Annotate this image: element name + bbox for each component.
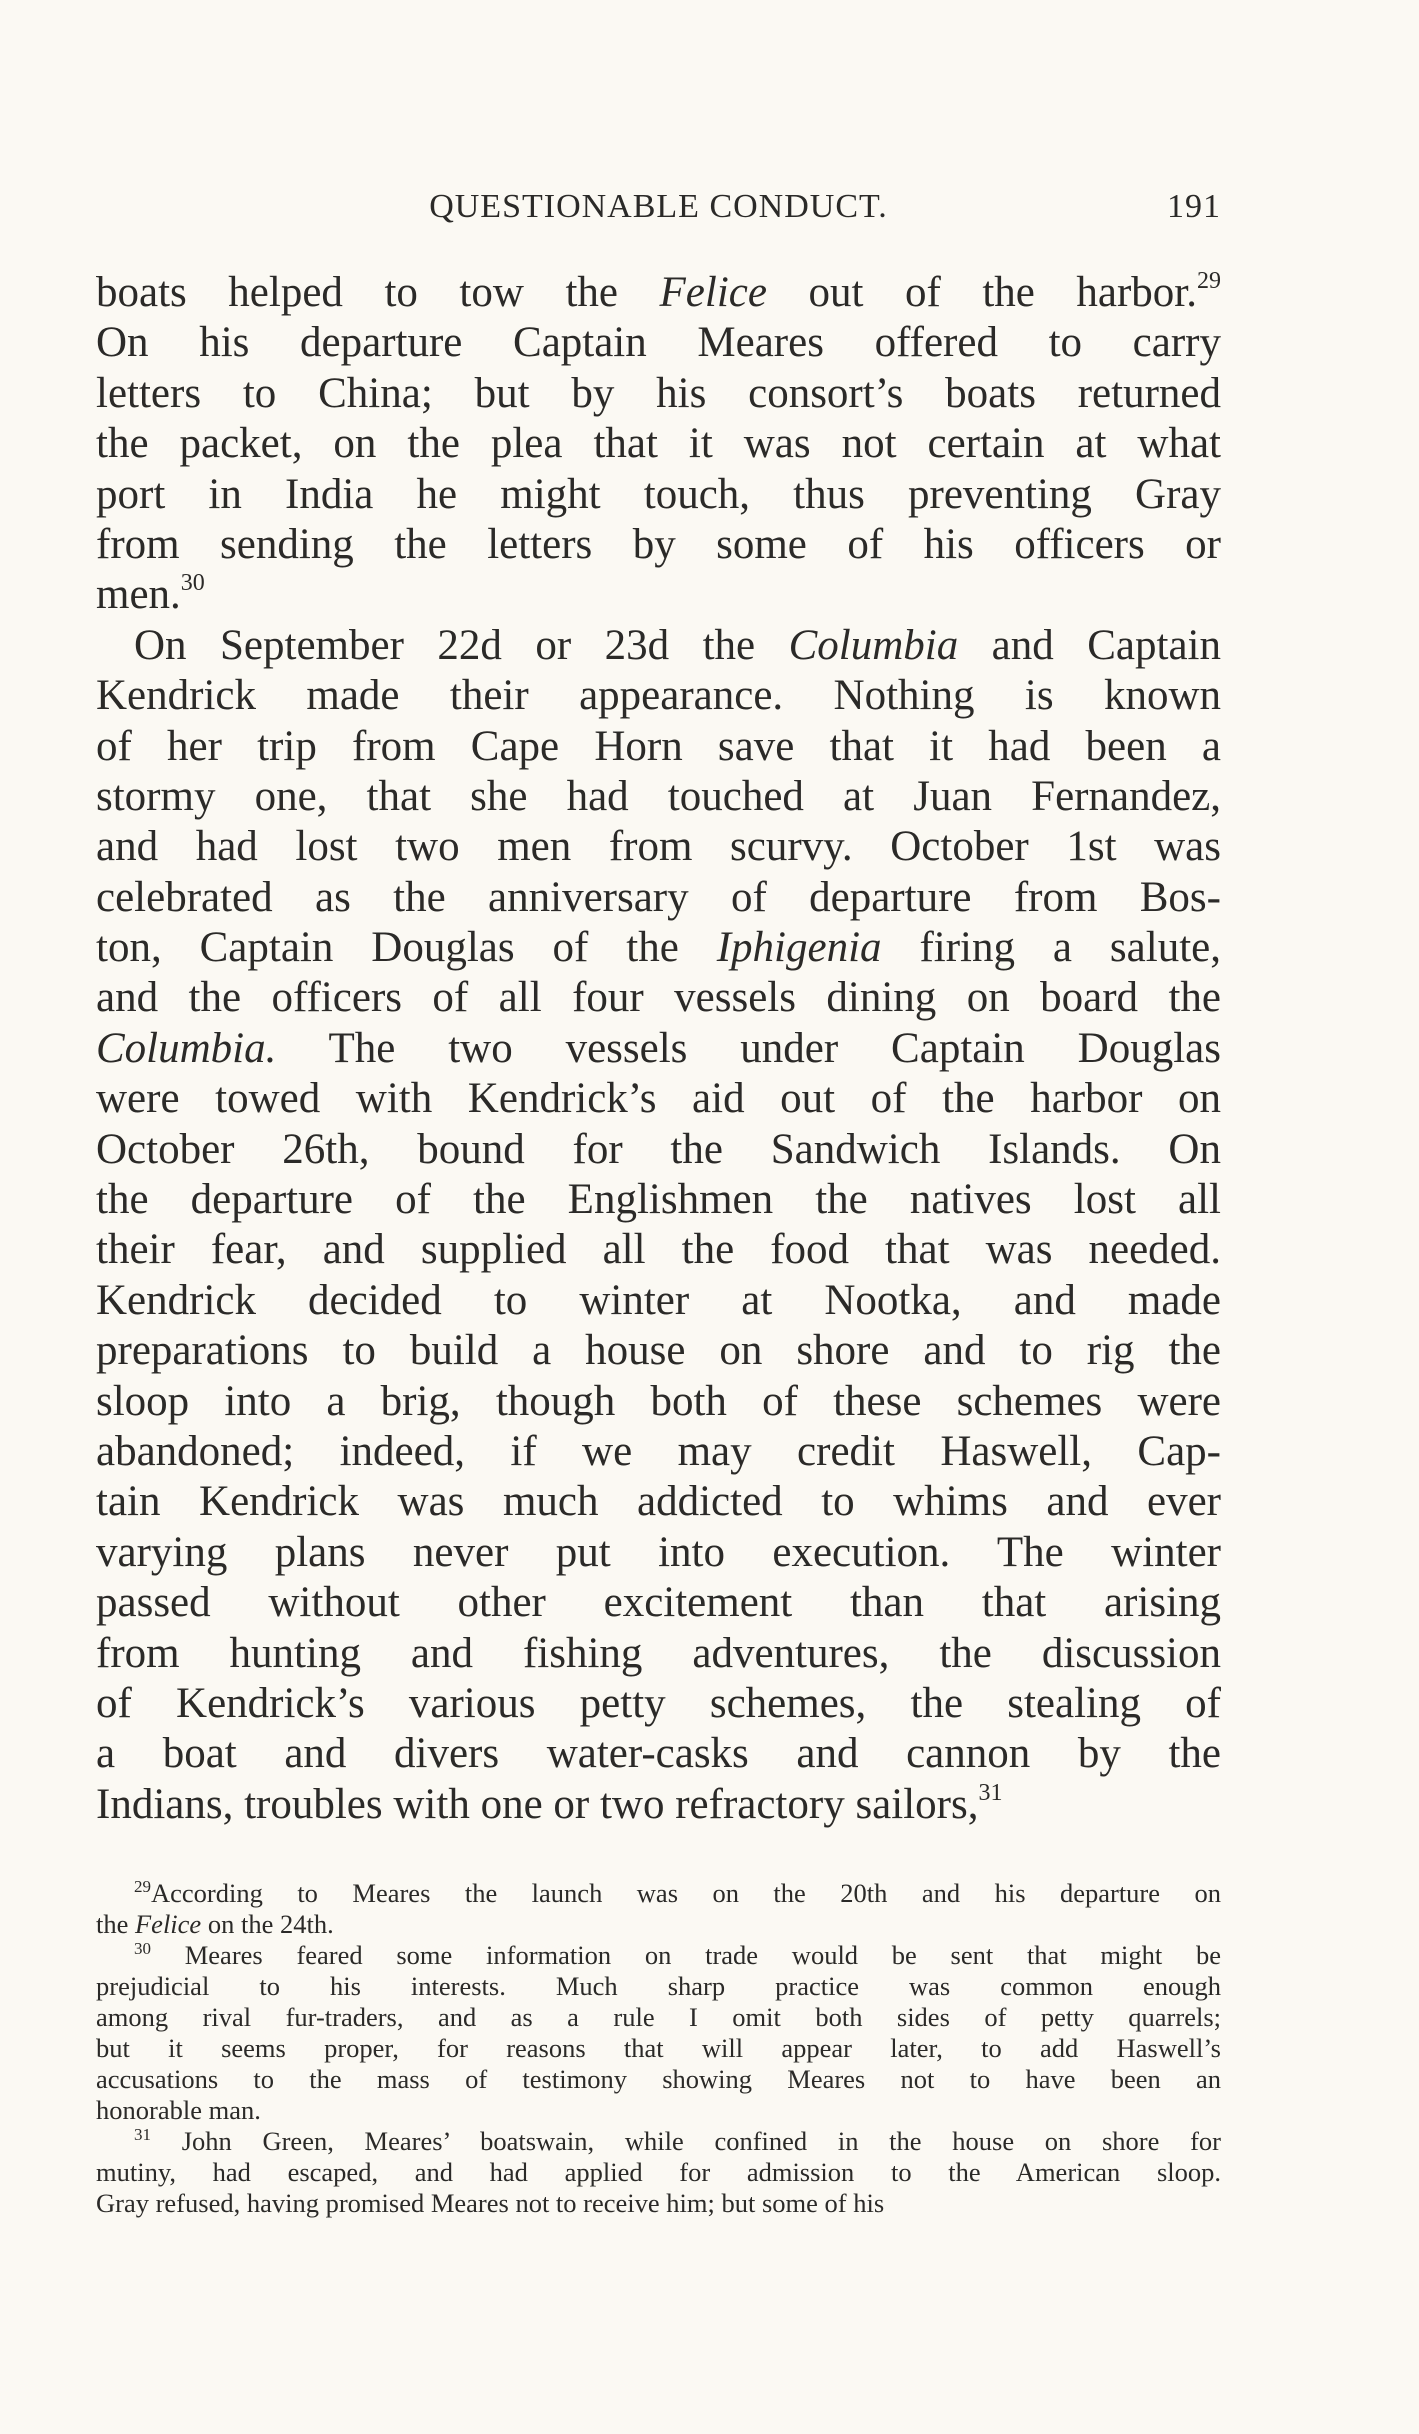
footnote-marker: 29 xyxy=(1197,268,1221,294)
text-line xyxy=(96,1578,1221,1628)
line-text: of her trip from Cape Horn save that it had been a xyxy=(96,722,1221,770)
footnote-marker: 30 xyxy=(180,570,205,597)
line-text: the xyxy=(96,1909,135,1939)
line-text: The two vessels under Captain Douglas xyxy=(276,1024,1221,1072)
text-line xyxy=(96,318,1221,368)
footnote-line xyxy=(96,1971,1221,2002)
line-text: sloop into a brig, though both of these schemes were xyxy=(96,1377,1221,1425)
footnote-line xyxy=(96,1909,1221,1940)
text-line xyxy=(96,1024,1221,1074)
text-line xyxy=(96,1780,1221,1830)
line-text: preparations to build a house on shore and to rig the xyxy=(96,1327,1221,1375)
text-line xyxy=(96,1477,1221,1527)
footnote-line xyxy=(96,2033,1221,2064)
text-line xyxy=(96,1377,1221,1427)
line-text: prejudicial to his interests. Much sharp practice was common enough xyxy=(96,1971,1221,2001)
line-text: October 26th, bound for the Sandwich Islands. On xyxy=(96,1125,1221,1173)
line-text: of Kendrick’s various petty schemes, the stealing of xyxy=(96,1679,1221,1727)
line-text: According to Meares the launch was on the 20th and his departure on xyxy=(151,1878,1221,1908)
line-text: On September 22d or 23d the xyxy=(134,621,789,669)
text-line xyxy=(96,1125,1221,1175)
running-title: QUESTIONABLE CONDUCT. xyxy=(429,188,888,225)
footnote-line xyxy=(96,2126,1221,2157)
text-line xyxy=(96,1629,1221,1679)
line-text: from hunting and fishing adventures, the discussion xyxy=(96,1629,1221,1677)
text-line xyxy=(96,1225,1221,1275)
line-text: men. xyxy=(96,571,181,619)
line-text: and Captain xyxy=(958,621,1221,669)
line-text: Indians, troubles with one or two refractory sailors, xyxy=(96,1780,979,1828)
line-text: Kendrick made their appearance. Nothing is known xyxy=(96,672,1221,720)
line-text: the packet, on the plea that it was not certain at what xyxy=(96,420,1221,468)
line-text: among rival fur-traders, and as a rule I omit both sides of petty quarrels; xyxy=(96,2002,1221,2032)
footnote-line xyxy=(96,2188,1221,2219)
line-text: accusations to the mass of testimony showing Meares not to have been an xyxy=(96,2064,1221,2094)
text-line xyxy=(96,1326,1221,1376)
text-line xyxy=(96,470,1221,520)
footnote-line xyxy=(96,1878,1221,1909)
line-text: and the officers of all four vessels dining on board the xyxy=(96,974,1221,1022)
footnote-line xyxy=(96,2064,1221,2095)
text-line xyxy=(96,570,1221,620)
text-line xyxy=(96,722,1221,772)
line-text: On his departure Captain Meares offered to carry xyxy=(96,319,1221,367)
line-text: boats helped to tow the xyxy=(96,269,660,316)
text-line xyxy=(96,1729,1221,1779)
text-line xyxy=(96,973,1221,1023)
line-text: port in India he might touch, thus preventing Gray xyxy=(96,470,1221,518)
line-text: Meares feared some information on trade would be sent that might be xyxy=(151,1940,1221,1970)
line-text: celebrated as the anniversary of departure from Bos- xyxy=(96,873,1221,921)
line-text: letters to China; but by his consort’s boats returned xyxy=(96,369,1221,417)
line-text: from sending the letters by some of his officers or xyxy=(96,520,1221,568)
text-line xyxy=(96,923,1221,973)
text-line xyxy=(96,1427,1221,1477)
text-line xyxy=(96,419,1221,469)
line-text: tain Kendrick was much addicted to whims and ever xyxy=(96,1478,1221,1526)
text-line xyxy=(96,671,1221,721)
footnotes xyxy=(96,1878,1221,2219)
italic-ship-name: Felice xyxy=(135,1909,202,1939)
line-text: a boat and divers water-casks and cannon by the xyxy=(96,1730,1221,1778)
text-line xyxy=(96,1074,1221,1124)
footnote-line xyxy=(96,1940,1221,1971)
line-text: honorable man. xyxy=(96,2095,261,2125)
italic-ship-name: Columbia. xyxy=(96,1024,277,1072)
line-text: out of the harbor. xyxy=(766,269,1197,316)
text-line xyxy=(96,1276,1221,1326)
line-text: their fear, and supplied all the food that was needed. xyxy=(96,1226,1221,1274)
line-text: and had lost two men from scurvy. October 1st was xyxy=(96,823,1221,871)
line-text: the departure of the Englishmen the natives lost all xyxy=(96,1176,1221,1224)
footnote-number: 30 xyxy=(134,1939,151,1958)
page-number: 191 xyxy=(1167,188,1221,225)
line-text: ton, Captain Douglas of the xyxy=(96,924,717,972)
line-text: were towed with Kendrick’s aid out of the harbor on xyxy=(96,1075,1221,1123)
line-text: on the 24th. xyxy=(201,1909,334,1939)
footnote-number: 29 xyxy=(134,1877,151,1896)
line-text: John Green, Meares’ boatswain, while confined in the house on shore for xyxy=(151,2126,1221,2156)
line-text: Kendrick decided to winter at Nootka, and made xyxy=(96,1276,1221,1324)
italic-ship-name: Iphigenia xyxy=(716,924,882,972)
line-text: stormy one, that she had touched at Juan Fernandez, xyxy=(96,772,1221,820)
text-line xyxy=(96,268,1221,318)
text-line xyxy=(96,621,1221,671)
text-line xyxy=(96,369,1221,419)
text-line xyxy=(96,873,1221,923)
italic-ship-name: Felice xyxy=(659,269,767,316)
line-text: passed without other excitement than that arising xyxy=(96,1579,1221,1627)
footnote-marker: 31 xyxy=(978,1779,1003,1806)
footnote-line xyxy=(96,2157,1221,2188)
footnote-number: 31 xyxy=(134,2125,151,2144)
line-text: firing a salute, xyxy=(881,924,1221,972)
text-line xyxy=(96,1679,1221,1729)
italic-ship-name: Columbia xyxy=(788,621,959,669)
text-line xyxy=(96,1175,1221,1225)
line-text: abandoned; indeed, if we may credit Haswell, Cap- xyxy=(96,1427,1221,1475)
line-text: but it seems proper, for reasons that will appear later, to add Haswell’s xyxy=(96,2033,1221,2063)
line-text: varying plans never put into execution. The winter xyxy=(96,1528,1221,1576)
text-line xyxy=(96,822,1221,872)
text-line xyxy=(96,520,1221,570)
text-line xyxy=(96,772,1221,822)
running-head xyxy=(96,188,1221,236)
body-text xyxy=(96,268,1221,1830)
footnote-line xyxy=(96,2002,1221,2033)
line-text: Gray refused, having promised Meares not to receive him; but some of his xyxy=(96,2188,885,2218)
text-line xyxy=(96,1528,1221,1578)
footnote-line xyxy=(96,2095,1221,2126)
line-text: mutiny, had escaped, and had applied for admission to the American sloop. xyxy=(96,2157,1221,2187)
